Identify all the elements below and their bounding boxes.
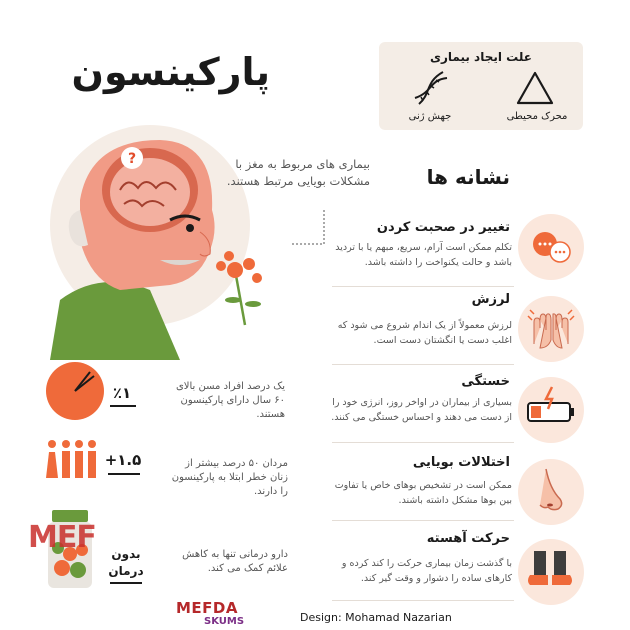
cause-gene-label: جهش ژنی: [408, 111, 452, 122]
cause-env-label: محرک محیطی: [506, 111, 568, 122]
feet-icon: [518, 539, 584, 605]
stat-desc: دارو درمانی تنها به کاهش علائم کمک می کند.: [182, 549, 288, 574]
triangle-icon: [515, 70, 555, 106]
divider: [332, 600, 514, 601]
cause-box: [379, 42, 583, 130]
stat-value: بدون درمان: [108, 547, 144, 578]
symptom-title: تغییر در صحبت کردن: [376, 220, 510, 235]
divider: [332, 364, 514, 365]
divider: [332, 520, 514, 521]
svg-text:?: ?: [127, 151, 137, 167]
page-title: پارکینسون: [71, 50, 270, 94]
low-battery-icon: [518, 377, 584, 443]
stat-underline: [110, 405, 136, 407]
caption-connector: [288, 208, 328, 248]
divider: [332, 286, 514, 287]
mefda-logo: [168, 598, 260, 630]
symptom-desc: با گذشت زمان بیماری حرکت را کند کرده و کارهای ساده را دشوار و وقت گیر کند.: [341, 558, 512, 584]
nose-icon: [518, 459, 584, 525]
symptom-title: حرکت آهسته: [426, 531, 510, 546]
stat-underline: [108, 473, 140, 475]
symptom-title: اختلالات بویایی: [412, 455, 510, 470]
logo-sub-text: SKUMS: [204, 616, 245, 627]
symptom-desc: بسیاری از بیماران در اواخر روز، انرژی خود را از دست می دهند و احساس خستگی می کنند.: [331, 397, 512, 423]
speech-bubble-icon: [518, 214, 584, 280]
symptoms-heading: نشانه ها: [426, 165, 510, 189]
symptom-title: لرزش: [471, 292, 510, 307]
dna-icon: [411, 68, 451, 108]
divider: [332, 442, 514, 443]
people-icon: [44, 438, 100, 484]
stat-value: +۱.۵: [104, 451, 142, 469]
stat-underline: [110, 582, 142, 584]
stat-value: ٪۱: [112, 384, 132, 402]
designer-credit: Design: Mohamad Nazarian: [300, 611, 452, 624]
symptom-title: خستگی: [461, 374, 510, 389]
logo-main-text: MEFDA: [176, 599, 238, 617]
symptom-desc: ممکن است در تشخیص بوهای خاص یا تفاوت بین بوها مشکل داشته باشند.: [334, 480, 512, 506]
shaking-hands-icon: [518, 296, 584, 362]
watermark: MEF: [28, 520, 96, 555]
stat-desc: یک درصد افراد مسن بالای ۶۰ سال دارای پارکینسون هستند.: [175, 381, 285, 420]
pie-icon: [44, 360, 106, 422]
cause-title: علت ایجاد بیماری: [430, 50, 532, 64]
symptom-desc: تکلم ممکن است آرام، سریع، مبهم یا با تردید باشد و حالت یکنواخت را داشته باشد.: [335, 242, 512, 268]
symptom-desc: لرزش معمولاً از یک اندام شروع می شود که اغلب دست یا انگشتان دست است.: [337, 320, 512, 346]
stat-desc: مردان ۵۰ درصد بیشتر از زنان خطر ابتلا به پارکینسون را دارند.: [171, 458, 288, 497]
brain-caption: بیماری های مربوط به مغز با مشکلات بویایی مرتبط هستند.: [226, 157, 370, 188]
